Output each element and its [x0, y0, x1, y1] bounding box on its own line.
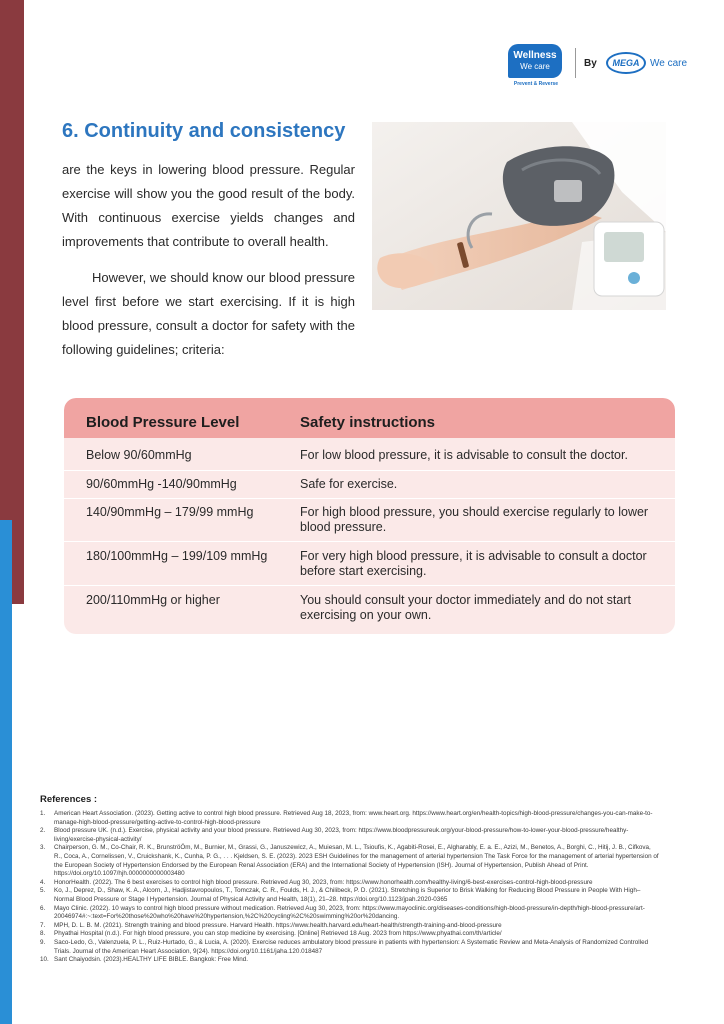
cell-safety-instruction: Safe for exercise.: [300, 477, 398, 491]
row-divider: [64, 585, 675, 586]
reference-item: 2. Blood pressure UK. (n.d.). Exercise, physical activity and your blood pressure. Retrieved Aug 30, 2023, from: https://www.bloodpressureuk.org/your-blood-pressure/how-to-lower-your-blood-pressure/healthy-living/exercise-physical-activity/: [40, 827, 629, 843]
cell-bp-level: 200/110mmHg or higher: [86, 593, 220, 607]
blood-pressure-photo: [372, 122, 666, 310]
reference-item: 8. Phyathai Hospital (n.d.). For high blood pressure, you can stop medicine by exercising. [Online] Retrieved 18 Aug. 2023 from https://www.phyathai.com/th/article/: [40, 930, 502, 938]
by-text: By: [584, 58, 597, 69]
references-list: [40, 810, 660, 965]
blood-pressure-table: [64, 398, 675, 634]
header-logos: [508, 44, 698, 90]
cell-bp-level: 140/90mmHg – 179/99 mmHg: [86, 505, 254, 519]
reference-item: 5. Ko, J., Deprez, D., Shaw, K. A., Alcorn, J., Hadjistavropoulos, T., Tomczak, C. R., Foulds, H. J., & Chilibeck, P. D. (2021). Stretching is Superior to Brisk Walking for Reducing Blood Pressure in People With High–Normal Blood Pressure or Stage I Hypertension. Journal of Physical Activity and Health, 18(1), 21–28. https://doi.org/10.1123/jpah.2020-0365: [40, 887, 641, 903]
cell-safety-instruction: You should consult your doctor immediately and do not start exercising on your own.: [300, 593, 631, 622]
reference-item: 3. Chairperson, G. M., Co-Chair, R. K., BrunströÖm, M., Burnier, M., Grassi, G., Januszewicz, A., Muiesan, M. L., Tsioufis, K., Agabiti-Rosei, E., Algharably, E. a. E., Azizi, M., Benetos, A., Borghi, C., Hitij, J. B., Cifkova, R., Coca, A., Cornelissen, V., Cruickshank, K., Cunha, P. G., . . . Kjeldsen, S. E. (2023). 2023 ESH Guidelines for the management of arterial hypertension The Task Force for the management of arterial hypertension of the European Society of Hypertension Endorsed by the European Renal Association (ERA) and the International Society of Hypertension (ISH). Journal of Hypertension, Publish Ahead of Print. https://doi.org/10.1097/hjh.0000000000003480: [40, 844, 659, 878]
reference-item: 1. American Heart Association. (2023). Getting active to control high blood pressure. Retrieved Aug 18, 2023, from: www.heart.org. https://www.heart.org/en/health-topics/high-blood-pressure/changes-you-can-make-to-manage-high-blood-pressure/getting-active-to-control-high-blood-pressure: [40, 810, 653, 826]
cell-bp-level: 180/100mmHg – 199/109 mmHg: [86, 549, 268, 563]
cell-safety-instruction: For high blood pressure, you should exercise regularly to lower blood pressure.: [300, 505, 649, 534]
paragraph-2: However, we should know our blood pressure level first before we start exercising. If it is high blood pressure, consult a doctor for safety with the following guidelines; criteria:: [62, 270, 355, 357]
mega-we-care-text: We care: [650, 58, 688, 69]
mega-logo: MEGA: [606, 52, 646, 74]
table-header-row: [64, 398, 675, 438]
cell-bp-level: Below 90/60mmHg: [86, 448, 192, 462]
reference-item: 10. Sant Chaiyodsin. (2023).HEALTHY LIFE BIBLE. Bangkok: Free Mind.: [40, 956, 249, 964]
logo-tagline: Prevent & Reverse: [513, 81, 559, 87]
reference-item: 6. Mayo Clinic. (2022). 10 ways to control high blood pressure without medication. Retrieved Aug 30, 2023, from: https://www.mayoclinic.org/diseases-conditions/high-blood-pressure/in-depth/high-blood-pressure/art-20046974#:~:text=For%20those%20who%20have%20hypertension,%2C%20cycling%2C%20swimming%20or%20dancing.: [40, 904, 645, 921]
left-accent-bar-blue: [0, 520, 12, 1024]
left-accent-bar-red: [0, 0, 24, 604]
table-header-level: Blood Pressure Level: [86, 414, 240, 431]
logo-divider: [575, 48, 576, 78]
row-divider: [64, 470, 675, 471]
references-section: [40, 794, 660, 965]
wellness-logo: Wellness We care: [508, 44, 562, 78]
table-header-safety: Safety instructions: [300, 414, 436, 431]
reference-item: 7. MPH, D. L. B. M. (2021). Strength training and blood pressure. Harvard Health. https://www.health.harvard.edu/heart-health/strength-training-and-blood-pressure: [40, 921, 502, 929]
paragraph-1: are the keys in lowering blood pressure. Regular exercise will show you the good result of the body. With continuous exercise yields changes and improvements that contribute to overall health.: [62, 162, 355, 249]
section-title: 6. Continuity and consistency: [62, 120, 346, 142]
row-divider: [64, 498, 675, 499]
reference-item: 4. HonorHealth. (2022). The 6 best exercises to control high blood pressure. Retrieved Aug 30, 2023, from: https://www.honorhealth.com/healthy-living/6-best-exercises-control-high-blood-pressure: [40, 878, 593, 886]
cell-safety-instruction: For very high blood pressure, it is advisable to consult a doctor before start exercising.: [300, 549, 647, 578]
reference-item: 9. Saco-Ledo, G., Valenzuela, P. L., Ruiz-Hurtado, G., & Lucia, A. (2020). Exercise reduces ambulatory blood pressure in patients with hypertension: A Systematic Review and Meta-Analysis of Randomized Controlled Trials. Journal of the American Heart Association, 9(24). https://doi.org/10.1161/jaha.120.018487: [40, 938, 649, 955]
references-title: References :: [40, 794, 98, 805]
blood-pressure-monitor-illustration: [372, 122, 666, 310]
cell-bp-level: 90/60mmHg -140/90mmHg: [86, 477, 237, 491]
cell-safety-instruction: For low blood pressure, it is advisable to consult the doctor.: [300, 448, 628, 462]
row-divider: [64, 541, 675, 542]
